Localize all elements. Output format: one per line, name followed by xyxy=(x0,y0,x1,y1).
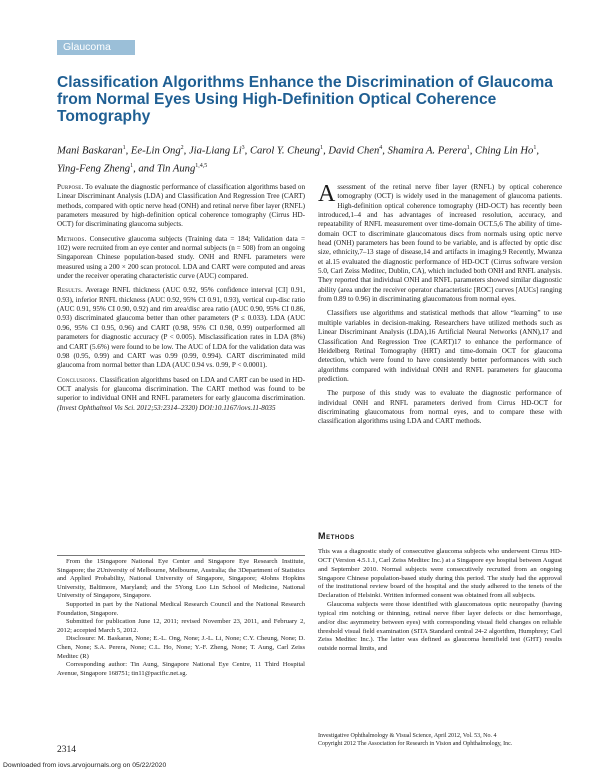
author-affiliation-mark: 1 xyxy=(320,145,324,151)
download-note: Downloaded from iovs.arvojournals.org on 05/22/2020 xyxy=(3,762,167,769)
abstract-results: Average RNFL thickness (AUC 0.92, 95% confidence interval [CI] 0.91, 0.93), inferior RNFL thickness (AUC 0.92, 95% CI 0.91, 0.93), vertical cup-disc ratio (AUC 0.91, 95% CI 0.90, 0.92) and rim area/disc area ratio (AUC 0.90, 95% CI 0.86, 0.93) discriminated glaucoma better than other parameters (P ≤ 0.033). LDA (AUC 0.96, 95% CI 0.95, 0.96) and CART (0.98, 95% CI 0.98, 0.99) outperformed all parameters for diagnostic accuracy (P < 0.005). Misclassification rates in LDA (8%) and CART (5.6%) were found to be low. The AUC of LDA for the validation data was 0.98 (0.95, 0.99) and CART was 0.99 (0.99, 0.994). CART discriminated mild glaucoma from normal better than LDA (AUC 0.94 vs. 0.99, P < 0.0001). xyxy=(57,286,305,370)
methods-paragraph-2: Glaucoma subjects were those identified with glaucomatous optic neuropathy (having typical rim notching or thinning, retinal nerve fiber layer defects or disc hemorrhage, and/or disc asymmetry between eyes) with corresponding visual field changes on reliable threshold visual field examination (SITA Standard central 24-2 algorithm, Humphrey; Carl Zeiss Meditec Inc.). The latter was defined as glaucoma hemifield test (GHT) results outside normal limits, and xyxy=(318,601,562,653)
author-affiliation-mark: 3 xyxy=(241,145,245,151)
intro-paragraph-2: Classifiers use algorithms and statistical methods that allow “learning” to use multiple variables in decision-making. Researchers have utilized methods such as Linear Discriminant Analysis (LDA),16 Artificial Neural Networks (ANN),17 and Classification And Regression Tree (CART)17 to enhance the performance of Heidelberg Retinal Tomography (HRT) and time-domain OCT for glaucoma detection, which were found to have consistently better performances with such algorithms compared with individual ONH and RNFL parameters for glaucoma prediction. xyxy=(318,309,562,383)
affiliation-disclosure: Disclosure: M. Baskaran, None; E.-L. Ong, None; J.-L. Li, None; C.Y. Cheung, None; D. Chen, None; S.A. Perera, None; C.L. Ho, None; Y.-F. Zheng, None; T. Aung, Carl Zeiss Meditec (R) xyxy=(57,635,305,660)
affiliation-support: Supported in part by the National Medical Research Council and the National Research Foundation, Singapore. xyxy=(57,600,305,617)
methods-heading: Methods xyxy=(318,531,355,541)
methods-paragraph-1: This was a diagnostic study of consecutive glaucoma subjects who underwent Cirrus HD-OCT (Version 4.5.1.1, Carl Zeiss Meditec Inc.) at a Singapore eye hospital between August and September 2010. Normal subjects were consecutively recruited from an ongoing Singapore Chinese population-based study during this period. The study had the approval of the institutional review board of the hospital and the study adhered to the tenets of the Declaration of Helsinki. Written informed consent was obtained from all subjects. xyxy=(318,548,562,600)
affiliation-from: From the 1Singapore National Eye Center and Singapore Eye Research Institute, Singapore; the 2University of Melbourne, Melbourne, Australia; the 3Department of Statistics and Applied Probability, National University of Singapore, Singapore; 4Johns Hopkins University, Baltimore, Maryland; and the 5Yong Loo Lin School of Medicine, National University of Singapore, Singapore. xyxy=(57,558,305,600)
author-name: Jia-Liang Li xyxy=(188,145,242,157)
author-name: and Tin Aung xyxy=(138,163,196,175)
abstract-methods: Consecutive glaucoma subjects (Training data = 184; Validation data = 102) were recruited from an eye center and normal subjects (n = 508) from an ongoing Singaporean Chinese population-based study. ONH and RNFL parameters were measured using a 200 × 200 scan protocol. LDA and CART were computed and areas under the receiver operating characteristic curve (AUC) compared. xyxy=(57,234,305,281)
affiliations xyxy=(57,558,305,678)
author-name: Mani Baskaran xyxy=(57,145,123,157)
author-affiliation-mark: 2 xyxy=(180,145,184,151)
dropcap: A xyxy=(318,181,336,207)
author-name: Ying-Feng Zheng xyxy=(57,163,131,175)
author-affiliation-mark: 4 xyxy=(379,145,383,151)
author-affiliation-mark: 1 xyxy=(533,145,537,151)
journal-footer xyxy=(318,733,562,748)
article-title: Classification Algorithms Enhance the Discrimination of Glaucoma from Normal Eyes Using High-Definition Optical Coherence Tomography xyxy=(57,74,553,125)
abstract-citation: (Invest Ophthalmol Vis Sci. 2012;53:2314–2320) DOI:10.1167/iovs.11-8035 xyxy=(57,403,276,412)
methods-section xyxy=(318,548,562,654)
author-list: Mani Baskaran$^1$, Ee-Lin Ong$^2$, Jia-Liang Li$^3$, Carol Y. Cheung$^1$, David Chen$^4$, Shamira A. Perera$^1$, Ching Lin Ho$^1$, Ying-Feng Zheng$^1$, and Tin Aung$^{1,4,5}$ xyxy=(57,145,539,175)
affiliation-submitted: Submitted for publication June 12, 2011; revised November 23, 2011, and February 2, 2012; accepted March 5, 2012. xyxy=(57,618,305,634)
author-name: Ee-Lin Ong xyxy=(130,145,181,157)
author-name: Ching Lin Ho xyxy=(475,145,534,157)
purpose-label: Purpose. xyxy=(57,183,84,191)
author-affiliation-mark: 1 xyxy=(122,145,126,151)
section-tag: Glaucoma xyxy=(57,40,135,55)
author-name: David Chen xyxy=(328,145,380,157)
author-name: Shamira A. Perera xyxy=(387,145,467,157)
copyright-line: Copyright 2012 The Association for Research in Vision and Ophthalmology, Inc. xyxy=(318,740,513,747)
introduction xyxy=(318,183,562,432)
intro-paragraph-1: ssessment of the retinal nerve fiber layer (RNFL) by optical coherence tomography (OCT) is widely used in the management of glaucoma patients. High-definition optical coherence tomography (HD-OCT) has recently been introduced,1–4 and has advantages of increased resolution, accuracy, and repeatability of RNFL measurement over time-domain OCT.5,6 The ability of time-domain OCT to discriminate glaucomatous discs from normals using optic nerve head (ONH) parameters has been found to be variable, and is affected by optic disc size, ethnicity,7–13 stage of disease,14 and artifacts in imaging.9 Recently, Mwanza et al.15 evaluated the diagnostic performance of HD-OCT (Cirrus software version 5.0, Carl Zeiss Meditec, Dublin, CA), which included both ONH and RNFL analysis. They reported that individual ONH and RNFL parameters showed similar diagnostic ability (area under the receiver operator characteristic [ROC] curves [AUCs] ranging from 0.89 to 0.96) in discriminating glaucomatous from normal eyes. xyxy=(318,183,562,304)
author-name: Carol Y. Cheung xyxy=(249,145,321,157)
conclusions-label: Conclusions. xyxy=(57,375,98,384)
results-label: Results. xyxy=(57,286,84,295)
page-number: 2314 xyxy=(57,745,76,755)
author-affiliation-mark: 1 xyxy=(466,145,470,151)
journal-line: Investigative Ophthalmology & Visual Science, April 2012, Vol. 53, No. 4 xyxy=(318,733,497,739)
methods-label: Methods. xyxy=(57,234,87,243)
author-affiliation-mark: 1 xyxy=(130,162,134,169)
abstract-purpose: To evaluate the diagnostic performance of classification algorithms based on Linear Discriminant Analysis (LDA) and Classification And Regression Tree (CART) methods, compared with optic nerve head (ONH) and retinal nerve fiber layer (RNFL) parameters measured by high-definition optical coherence tomography (Cirrus HD-OCT) for discriminating glaucoma subjects. xyxy=(57,183,306,229)
footnote-divider xyxy=(57,555,305,556)
abstract xyxy=(57,183,305,418)
abstract-conclusions: Classification algorithms based on LDA and CART can be used in HD-OCT analysis for glaucoma discrimination. The CART method was found to be superior to individual ONH and RNFL parameters for early glaucoma discrimination. xyxy=(57,375,305,403)
affiliation-correspondence: Corresponding author: Tin Aung, Singapore National Eye Centre, 11 Third Hospital Avenue, Singapore 168751; tin11@pacific.net.sg. xyxy=(57,661,305,677)
author-affiliation-mark: 1,4,5 xyxy=(195,162,208,169)
intro-paragraph-3: The purpose of this study was to evaluate the diagnostic performance of individual ONH and RNFL parameters derived from Cirrus HD-OCT for discriminating glaucomatous from normal eyes, and to compare these with classification algorithms using LDA and CART methods. xyxy=(318,389,562,426)
